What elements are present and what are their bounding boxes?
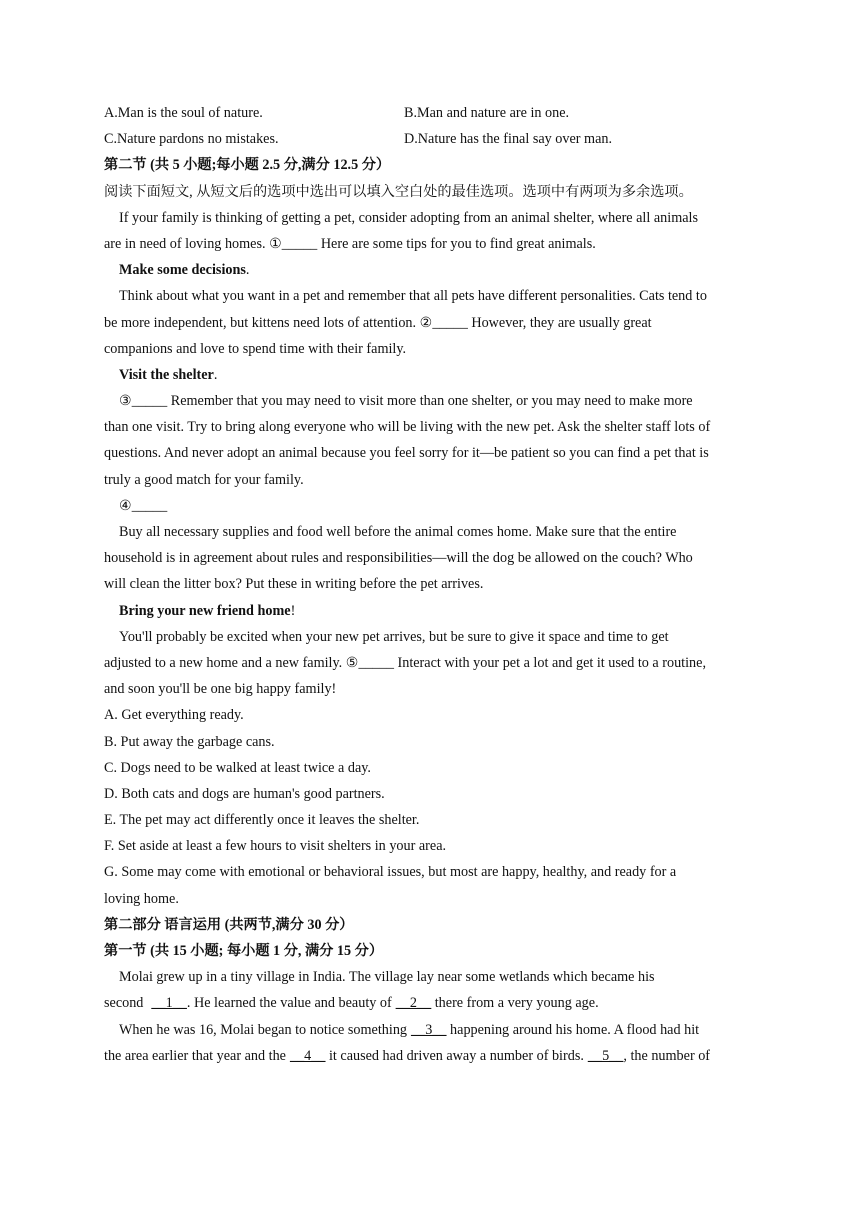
previous-question-options: [104, 100, 756, 152]
passage-line: household is in agreement about rules and responsibilities—will the dog be allowed on the couch? Who: [104, 550, 693, 567]
answer-option: C. Dogs need to be walked at least twice a day.: [104, 759, 371, 776]
part2-section1-title: 第一节 (共 15 小题; 每小题 1 分, 满分 15 分）: [104, 943, 384, 959]
document-page: [104, 100, 756, 1069]
cloze-text: happening around his home. A flood had hit: [446, 1021, 700, 1038]
passage-line: ③_____ Remember that you may need to visit more than one shelter, or you may need to make more: [119, 393, 693, 410]
cloze-text: the area earlier that year and the: [104, 1047, 286, 1064]
passage-line: ④_____: [119, 497, 168, 514]
subheading-punctuation: !: [290, 602, 296, 619]
cloze-text: When he was 16, Molai began to notice something: [119, 1021, 408, 1038]
part2-title: 第二部分 语言运用 (共两节,满分 30 分）: [104, 916, 354, 933]
passage-line: questions. And never adopt an animal because you feel sorry for it—be patient so you can find a pet that is: [104, 445, 709, 462]
option-row: [104, 100, 756, 126]
passage-line: will clean the litter box? Put these in writing before the pet arrives.: [104, 576, 484, 593]
subheading-punctuation: .: [213, 366, 218, 383]
answer-option: F. Set aside at least a few hours to visit shelters in your area.: [104, 838, 447, 855]
passage-line: be more independent, but kittens need lots of attention. ②_____ However, they are usually great: [104, 314, 652, 331]
section2-instructions: 阅读下面短文, 从短文后的选项中选出可以填入空白处的最佳选项。选项中有两项为多余选项。: [104, 183, 693, 200]
answer-option: A. Get everything ready.: [104, 707, 244, 724]
option-row: [104, 126, 756, 152]
cloze-text: it caused had driven away a number of birds.: [325, 1047, 584, 1064]
answer-option: loving home.: [104, 890, 179, 907]
passage-line: Buy all necessary supplies and food well before the animal comes home. Make sure that the entire: [119, 524, 677, 540]
answer-option: G. Some may come with emotional or behavioral issues, but most are happy, healthy, and ready for a: [104, 864, 677, 881]
passage-line: and soon you'll be one big happy family!: [104, 681, 337, 698]
passage-line: are in need of loving homes. ①_____ Here are some tips for you to find great animals.: [104, 235, 596, 252]
passage-subheading: [104, 598, 756, 624]
cloze-blank-3: __3__: [411, 1021, 447, 1038]
cloze-text: , the number of: [623, 1047, 711, 1064]
answer-options: [104, 702, 756, 912]
cloze-line: [104, 1017, 756, 1043]
passage-line: adjusted to a new home and a new family. ⑤_____ Interact with your pet a lot and get it used to a routine,: [104, 654, 706, 671]
passage-line: If your family is thinking of getting a pet, consider adopting from an animal shelter, where all animals: [119, 209, 698, 226]
cloze-blank-1: __1__: [151, 995, 187, 1012]
section2-title: 第二节 (共 5 小题;每小题 2.5 分,满分 12.5 分）: [104, 157, 391, 174]
passage-subheading: [104, 362, 756, 388]
cloze-text: there from a very young age.: [431, 995, 599, 1012]
option-c: C.Nature pardons no mistakes.: [104, 131, 279, 148]
subheading-text: Make some decisions: [119, 262, 246, 279]
cloze-line: [104, 990, 756, 1016]
reading-passage: [104, 205, 756, 703]
option-b: B.Man and nature are in one.: [404, 105, 570, 121]
subheading-text: Visit the shelter: [119, 366, 214, 383]
passage-line: Think about what you want in a pet and remember that all pets have different personalities. Cats tend to: [119, 288, 707, 305]
cloze-line: [104, 1043, 756, 1069]
cloze-text: . He learned the value and beauty of: [186, 995, 392, 1012]
cloze-blank-2: __2__: [395, 995, 432, 1012]
answer-option: E. The pet may act differently once it leaves the shelter.: [104, 812, 420, 829]
cloze-text: second: [104, 995, 144, 1012]
passage-subheading: [104, 257, 756, 283]
cloze-blank-5: __5__: [587, 1047, 624, 1064]
passage-line: You'll probably be excited when your new pet arrives, but be sure to give it space and time to get: [119, 628, 669, 645]
answer-option: B. Put away the garbage cans.: [104, 733, 275, 750]
cloze-blank-4: __4__: [289, 1047, 326, 1064]
passage-line: companions and love to spend time with their family.: [104, 340, 407, 357]
subheading-punctuation: .: [245, 262, 250, 279]
passage-line: truly a good match for your family.: [104, 471, 304, 488]
answer-option: D. Both cats and dogs are human's good partners.: [104, 785, 385, 802]
subheading-text: Bring your new friend home: [119, 602, 291, 619]
cloze-passage: [104, 964, 756, 1069]
option-a: A.Man is the soul of nature.: [104, 105, 263, 121]
option-d: D.Nature has the final say over man.: [404, 131, 613, 148]
cloze-line: Molai grew up in a tiny village in India. The village lay near some wetlands which became his: [119, 969, 655, 986]
passage-line: than one visit. Try to bring along everyone who will be living with the new pet. Ask the shelter staff lots of: [104, 419, 711, 436]
